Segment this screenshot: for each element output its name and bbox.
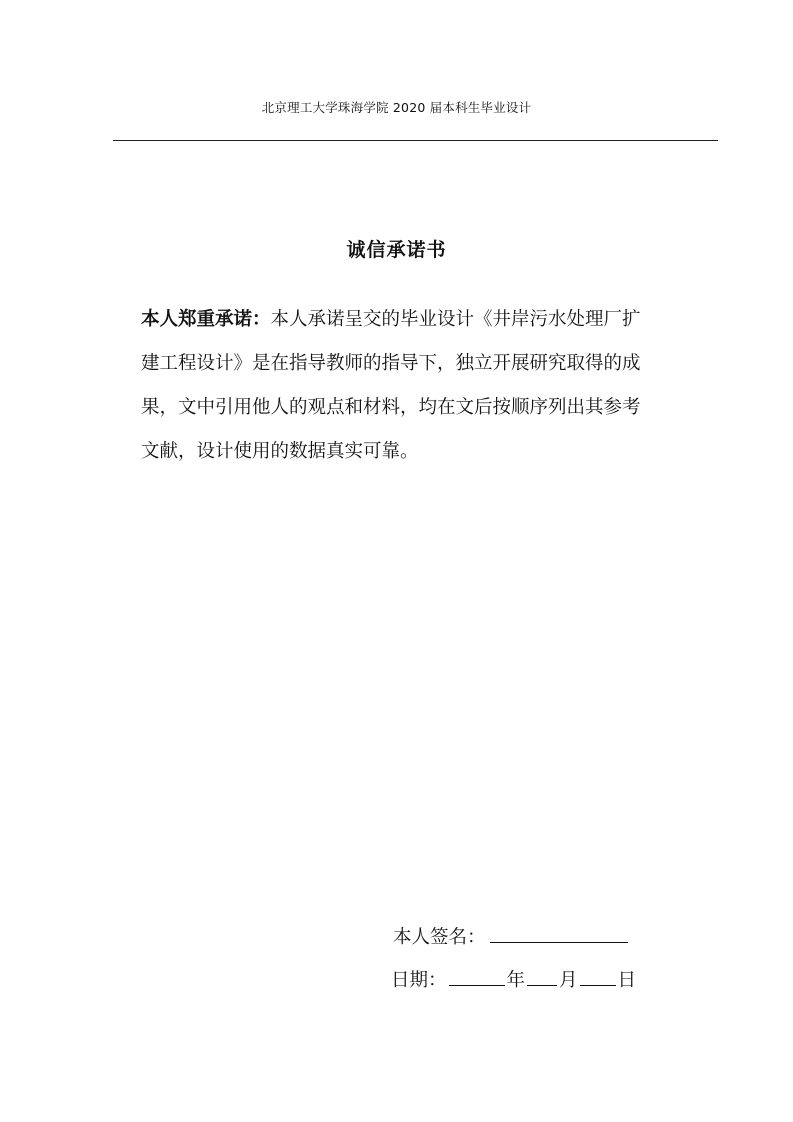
- running-header: 北京理工大学珠海学院 2020 届本科生毕业设计: [261, 100, 532, 115]
- pledge-line-4: 文献，设计使用的数据真实可靠。: [141, 441, 419, 462]
- page-title: 诚信承诺书: [346, 239, 447, 261]
- date-label: 日期：: [391, 970, 447, 991]
- pledge-line-1: [141, 298, 696, 342]
- header-divider: [113, 140, 718, 141]
- pledge-paragraph: [141, 298, 696, 474]
- year-label: 年: [506, 970, 526, 991]
- day-blank[interactable]: [580, 967, 616, 986]
- signature-row: [393, 923, 628, 949]
- day-label: 日: [617, 970, 637, 991]
- pledge-line-3: 果，文中引用他人的观点和材料，均在文后按顺序列出其参考: [141, 397, 641, 418]
- date-row: [391, 966, 636, 992]
- year-blank[interactable]: [449, 967, 505, 986]
- pledge-line-2: 建工程设计》是在指导教师的指导下，独立开展研究取得的成: [141, 353, 641, 374]
- pledge-lead: 本人郑重承诺：: [141, 309, 271, 330]
- month-label: 月: [559, 970, 578, 991]
- pledge-line-1-text: 本人承诺呈交的毕业设计《井岸污水处理厂扩: [270, 309, 641, 330]
- month-blank[interactable]: [527, 967, 557, 986]
- signature-blank[interactable]: [490, 924, 628, 943]
- signature-label: 本人签名：: [393, 927, 486, 948]
